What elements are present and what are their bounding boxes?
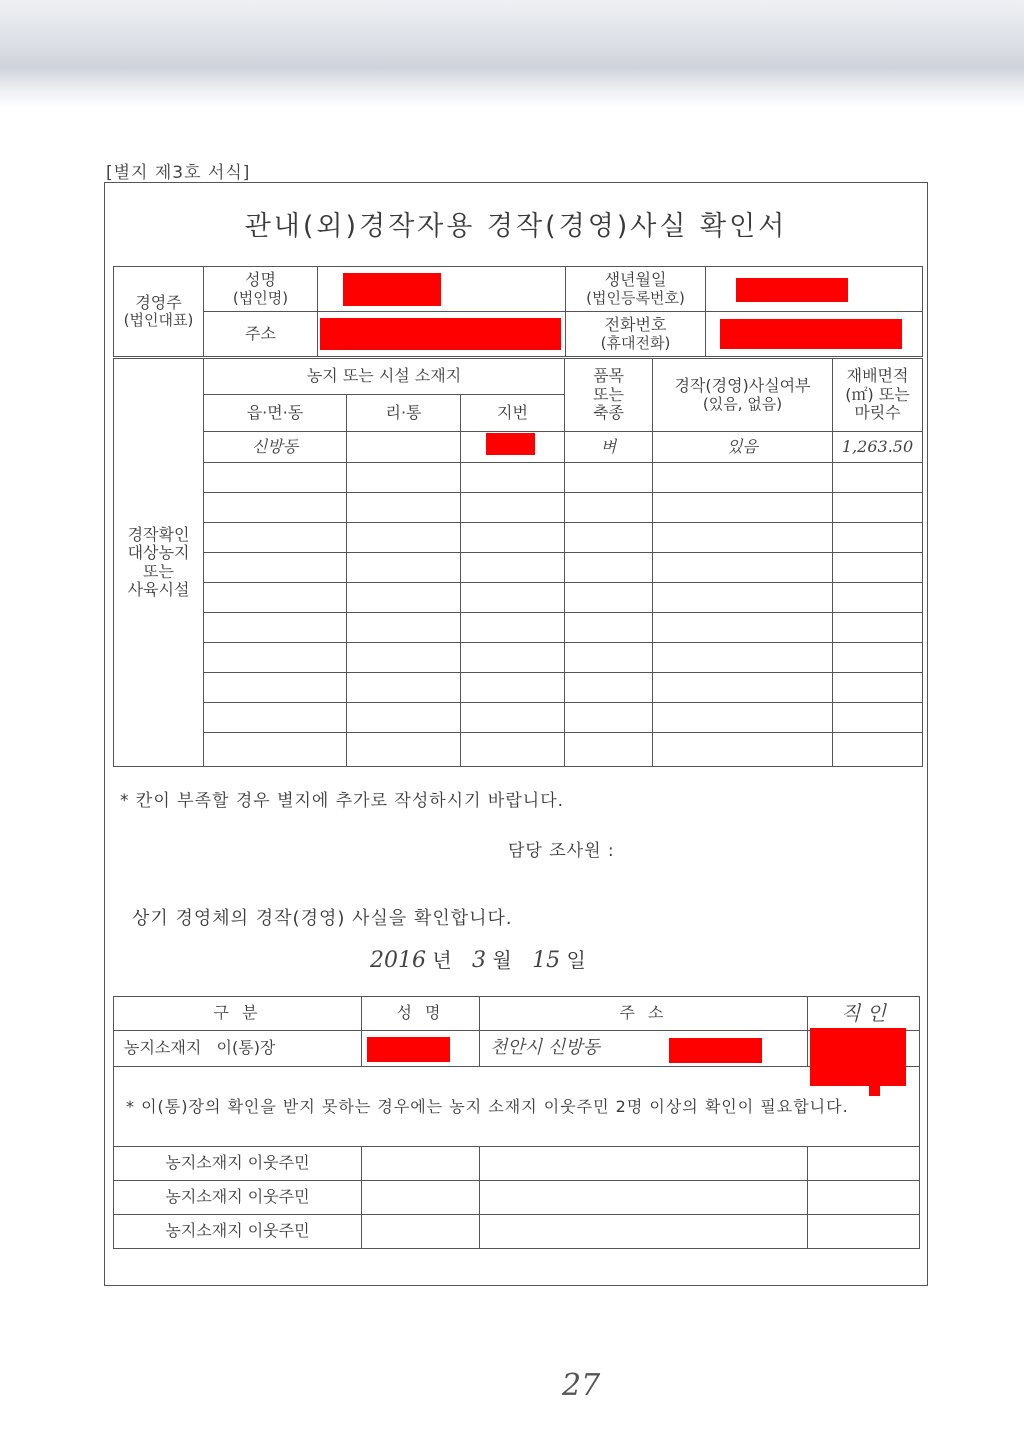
table-row	[114, 1181, 920, 1215]
scan-shadow-band	[0, 0, 1024, 108]
name-header: 성 명	[362, 997, 480, 1031]
table-row	[114, 733, 923, 767]
table-row	[114, 583, 923, 613]
redaction-chief-name	[367, 1037, 450, 1062]
seal-header: 직 인	[808, 997, 920, 1031]
redaction-seal-tail	[869, 1080, 880, 1096]
redaction-phone	[720, 319, 902, 349]
category-header: 구 분	[114, 997, 362, 1031]
date-year-unit: 년	[432, 948, 452, 972]
bottom-note: * 이(통)장의 확인을 받지 못하는 경우에는 농지 소재지 이웃주민 2명 이상의 확인이 필요합니다.	[114, 1067, 920, 1147]
table-row	[114, 643, 923, 673]
town-header: 읍·면·동	[204, 395, 347, 432]
table-row	[114, 493, 923, 523]
investigator-label: 담당 조사원 :	[508, 841, 615, 861]
date-day-unit: 일	[566, 948, 586, 972]
add-sheet-note: * 칸이 부족할 경우 별지에 추가로 작성하시기 바랍니다.	[120, 791, 565, 811]
birth-label: 생년월일 (법인등록번호)	[566, 267, 706, 312]
page-number: 27	[562, 1368, 601, 1403]
village-header: 리·통	[347, 395, 461, 432]
table-row	[114, 673, 923, 703]
row1-town: 신방동	[204, 432, 347, 463]
chief-address: 천안시 신방동	[480, 1031, 808, 1067]
date-month-unit: 월	[492, 948, 512, 972]
row1-crop: 벼	[565, 432, 653, 463]
table-row	[114, 1147, 920, 1181]
fact-header: 경작(경영)사실여부 (있음, 없음)	[653, 359, 833, 432]
bottom-table	[113, 996, 920, 1249]
table-row	[114, 613, 923, 643]
document-title: 관내(외)경작자용 경작(경영)사실 확인서	[244, 211, 788, 242]
table-row	[114, 703, 923, 733]
date-year: 2016	[370, 948, 426, 973]
location-header: 농지 또는 시설 소재지	[204, 359, 565, 395]
row1-area: 1,263.50	[833, 432, 923, 463]
address-label: 주소	[204, 312, 318, 357]
confirm-statement: 상기 경영체의 경작(경영) 사실을 확인합니다.	[132, 908, 513, 929]
name-label: 성명 (법인명)	[204, 267, 318, 312]
crop-header: 품목 또는 축종	[565, 359, 653, 432]
chief-label: 농지소재지 이(통)장	[114, 1031, 362, 1067]
owner-section-label: 경영주 (법인대표)	[114, 267, 204, 357]
land-section-label: 경작확인 대상농지 또는 사육시설	[114, 359, 204, 767]
neighbor-label: 농지소재지 이웃주민	[114, 1147, 362, 1181]
form-header: [별지 제3호 서식]	[106, 163, 251, 183]
redaction-birth	[736, 278, 848, 302]
confirm-date	[370, 944, 586, 973]
neighbor-label: 농지소재지 이웃주민	[114, 1181, 362, 1215]
lot-header: 지번	[461, 395, 565, 432]
area-header: 재배면적 (㎡) 또는 마릿수	[833, 359, 923, 432]
redaction-lot	[486, 433, 535, 455]
date-day: 15	[532, 948, 561, 973]
neighbor-label: 농지소재지 이웃주민	[114, 1215, 362, 1249]
redaction-chief-address	[669, 1038, 762, 1063]
table-row	[114, 463, 923, 493]
address-header: 주 소	[480, 997, 808, 1031]
table-row	[114, 1215, 920, 1249]
row1-fact: 있음	[653, 432, 833, 463]
date-month: 3	[472, 948, 487, 973]
table-row	[114, 523, 923, 553]
redaction-address	[320, 318, 561, 350]
land-table	[113, 358, 923, 767]
redaction-name	[343, 273, 441, 306]
redaction-seal	[810, 1028, 906, 1086]
phone-label: 전화번호 (휴대전화)	[566, 312, 706, 357]
table-row	[114, 553, 923, 583]
